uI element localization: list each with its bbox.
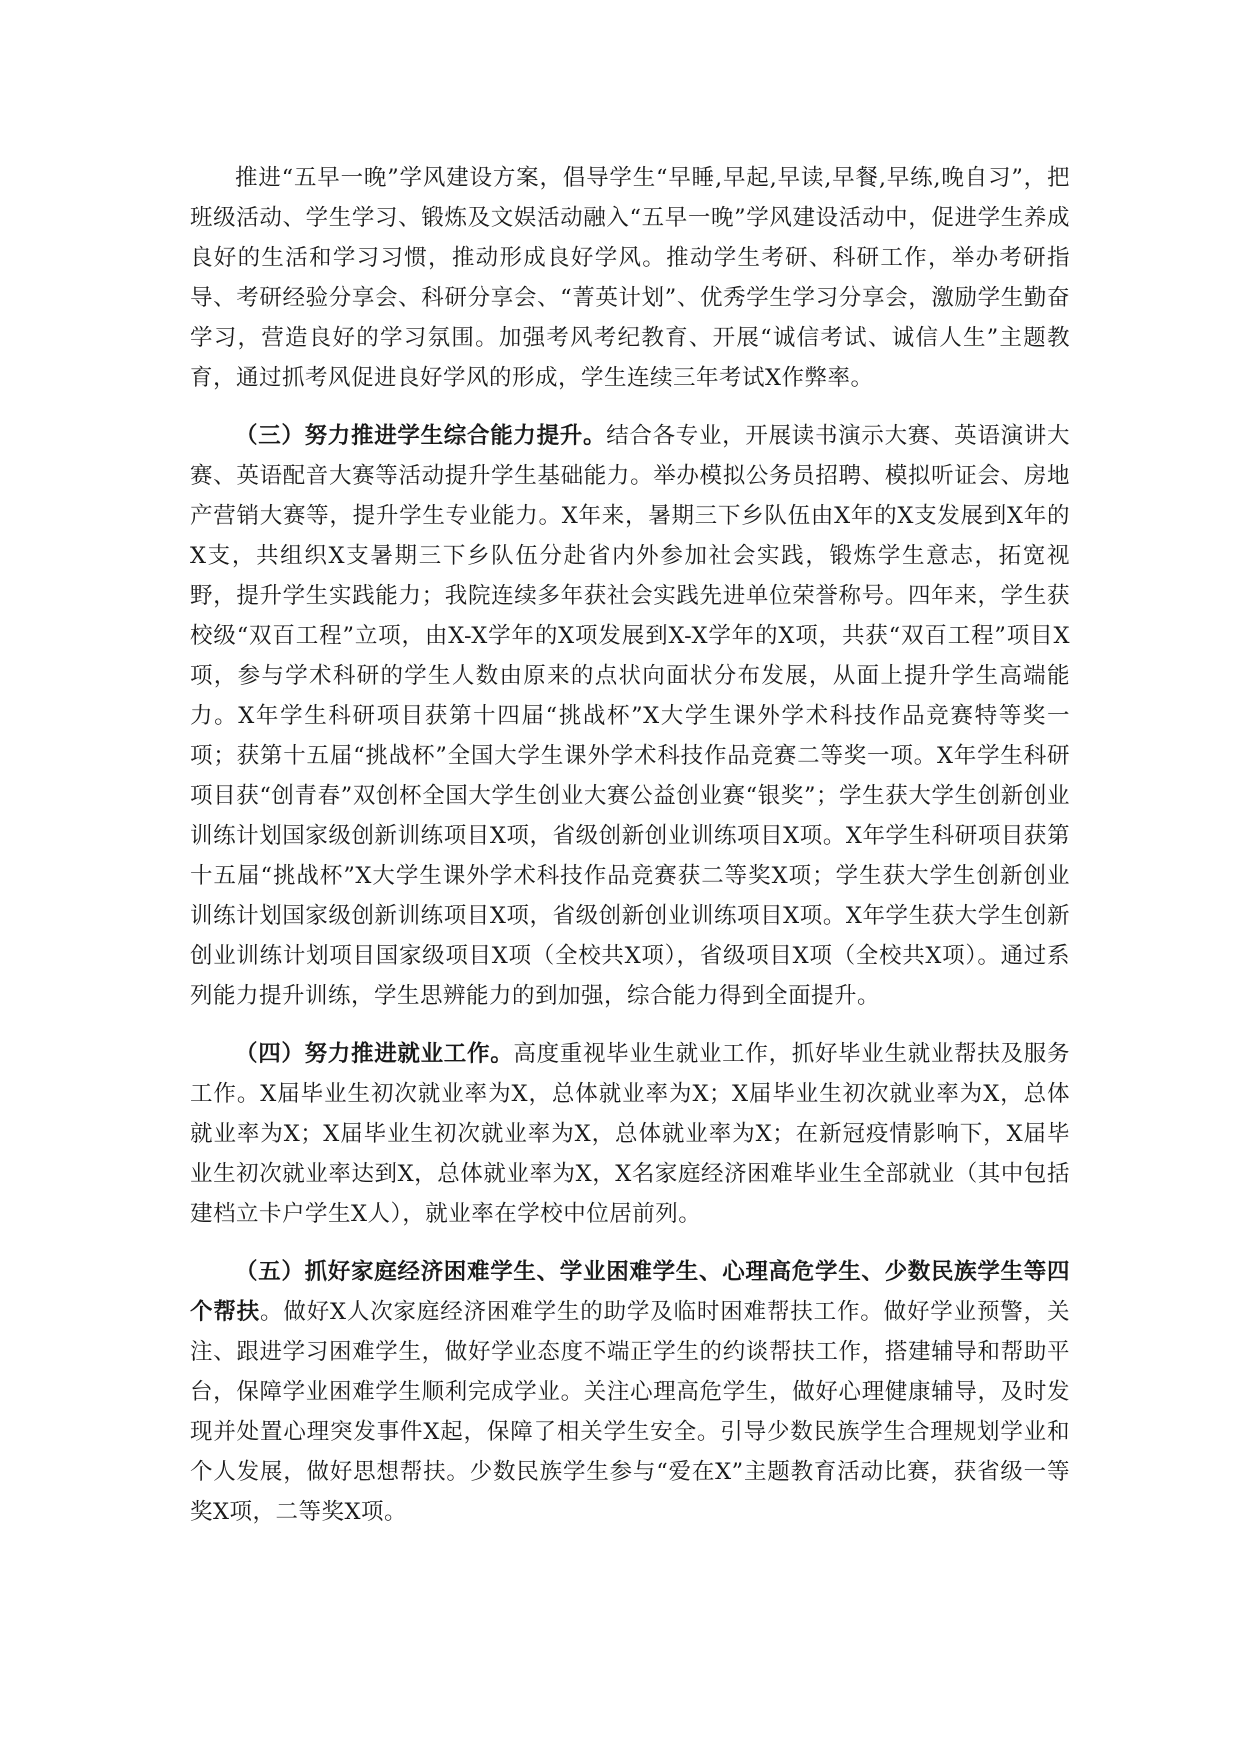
paragraph-four-assistance [190, 1252, 1070, 1532]
paragraph-employment [190, 1034, 1070, 1234]
paragraph-heading: （四）努力推进就业工作。 [235, 1041, 514, 1067]
paragraph-comprehensive-ability [190, 416, 1070, 1016]
paragraph-study-style [190, 158, 1070, 398]
paragraph-text: 推进“五早一晚”学风建设方案，倡导学生“早睡,早起,早读,早餐,早练,晚自习”，把班级活动、学生学习、锻炼及文娱活动融入“五早一晚”学风建设活动中，促进学生养成良好的生活和学习习惯，推动形成良好学风。推动学生考研、科研工作，举办考研指导、考研经验分享会、科研分享会、“菁英计划”、优秀学生学习分享会，激励学生勤奋学习，营造良好的学习氛围。加强考风考纪教育、开展“诚信考试、诚信人生”主题教育，通过抓考风促进良好学风的形成，学生连续三年考试X作弊率。 [190, 165, 1070, 391]
paragraph-heading: （三）努力推进学生综合能力提升。 [235, 423, 607, 449]
paragraph-text: 高度重视毕业生就业工作，抓好毕业生就业帮扶及服务工作。X届毕业生初次就业率为X，总体就业率为X；X届毕业生初次就业率为X，总体就业率为X；X届毕业生初次就业率为X，总体就业率为X；在新冠疫情影响下，X届毕业生初次就业率达到X，总体就业率为X，X名家庭经济困难毕业生全部就业（其中包括建档立卡户学生X人），就业率在学校中位居前列。 [190, 1041, 1070, 1227]
paragraph-text: 结合各专业，开展读书演示大赛、英语演讲大赛、英语配音大赛等活动提升学生基础能力。举办模拟公务员招聘、模拟听证会、房地产营销大赛等，提升学生专业能力。X年来，暑期三下乡队伍由X年的X支发展到X年的X支，共组织X支暑期三下乡队伍分赴省内外参加社会实践，锻炼学生意志，拓宽视野，提升学生实践能力；我院连续多年获社会实践先进单位荣誉称号。四年来，学生获校级“双百工程”立项，由X-X学年的X项发展到X-X学年的X项，共获“双百工程”项目X项，参与学术科研的学生人数由原来的点状向面状分布发展，从面上提升学生高端能力。X年学生科研项目获第十四届“挑战杯”X大学生课外学术科技作品竞赛特等奖一项；获第十五届“挑战杯”全国大学生课外学术科技作品竞赛二等奖一项。X年学生科研项目获“创青春”双创杯全国大学生创业大赛公益创业赛“银奖”；学生获大学生创新创业训练计划国家级创新训练项目X项，省级创新创业训练项目X项。X年学生科研项目获第十五届“挑战杯”X大学生课外学术科技作品竞赛获二等奖X项；学生获大学生创新创业训练计划国家级创新训练项目X项，省级创新创业训练项目X项。X年学生获大学生创新创业训练计划项目国家级项目X项（全校共X项），省级项目X项（全校共X项）。通过系列能力提升训练，学生思辨能力的到加强，综合能力得到全面提升。 [190, 423, 1070, 1009]
paragraph-heading: （五）抓好家庭经济困难学生、学业困难学生、心理高危学生、少数民族学生等四个帮扶 [190, 1259, 1070, 1325]
paragraph-text: 。做好X人次家庭经济困难学生的助学及临时困难帮扶工作。做好学业预警，关注、跟进学习困难学生，做好学业态度不端正学生的约谈帮扶工作，搭建辅导和帮助平台，保障学业困难学生顺利完成学业。关注心理高危学生，做好心理健康辅导，及时发现并处置心理突发事件X起，保障了相关学生安全。引导少数民族学生合理规划学业和个人发展，做好思想帮扶。少数民族学生参与“爱在X”主题教育活动比赛，获省级一等奖X项，二等奖X项。 [190, 1299, 1070, 1525]
